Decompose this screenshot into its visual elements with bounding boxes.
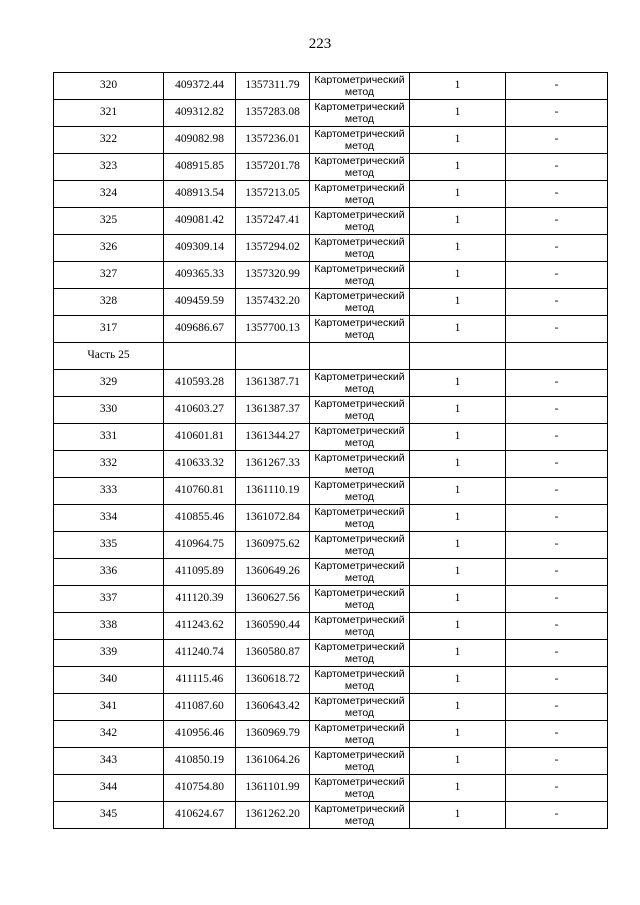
accuracy-cell: 1 [410, 559, 506, 586]
part-header-section [54, 343, 608, 370]
y-coordinate-cell: 1361267.33 [236, 451, 310, 478]
accuracy-cell: 1 [410, 262, 506, 289]
description-cell: - [506, 532, 608, 559]
method-line-2: метод [344, 545, 375, 557]
x-coordinate-cell: 409686.67 [164, 316, 236, 343]
x-coordinate-cell: 410601.81 [164, 424, 236, 451]
y-coordinate-cell: 1357700.13 [236, 316, 310, 343]
point-number-cell: 344 [54, 775, 164, 802]
method-line-1: Картометрический [314, 452, 405, 464]
method-line-2: метод [344, 491, 375, 503]
table-row [54, 748, 608, 775]
method-line-1: Картометрический [314, 641, 405, 653]
x-coordinate-cell: 409459.59 [164, 289, 236, 316]
table-row [54, 694, 608, 721]
method-cell [310, 667, 410, 694]
method-line-1: Картометрический [314, 479, 405, 491]
point-number-cell: 333 [54, 478, 164, 505]
point-number-cell: 335 [54, 532, 164, 559]
point-number-cell: 341 [54, 694, 164, 721]
method-line-2: метод [344, 86, 375, 98]
description-cell: - [506, 316, 608, 343]
table-row [54, 586, 608, 613]
method-cell [310, 154, 410, 181]
point-number-cell: 321 [54, 100, 164, 127]
point-number-cell: 336 [54, 559, 164, 586]
table-row [54, 478, 608, 505]
accuracy-cell: 1 [410, 694, 506, 721]
method-line-1: Картометрический [314, 398, 405, 410]
method-line-1: Картометрический [314, 614, 405, 626]
method-line-2: метод [344, 275, 375, 287]
table-row [54, 262, 608, 289]
table-row [54, 505, 608, 532]
description-cell: - [506, 208, 608, 235]
method-line-1: Картометрический [314, 209, 405, 221]
method-cell [310, 397, 410, 424]
point-number-cell: 345 [54, 802, 164, 829]
table-row [54, 181, 608, 208]
table-row [54, 559, 608, 586]
point-number-cell: 342 [54, 721, 164, 748]
method-line-1: Картометрический [314, 236, 405, 248]
description-cell: - [506, 613, 608, 640]
y-coordinate-cell: 1361064.26 [236, 748, 310, 775]
point-number-cell: 320 [54, 73, 164, 100]
method-line-2: метод [344, 221, 375, 233]
description-cell: - [506, 73, 608, 100]
description-cell: - [506, 289, 608, 316]
method-line-1: Картометрический [314, 128, 405, 140]
point-number-cell: 337 [54, 586, 164, 613]
method-line-2: метод [344, 464, 375, 476]
method-cell [310, 694, 410, 721]
point-number-cell: 327 [54, 262, 164, 289]
table-row [54, 370, 608, 397]
description-cell: - [506, 100, 608, 127]
point-number-cell: 326 [54, 235, 164, 262]
x-coordinate-cell: 411120.39 [164, 586, 236, 613]
y-coordinate-cell: 1361101.99 [236, 775, 310, 802]
description-cell: - [506, 640, 608, 667]
table-row [54, 721, 608, 748]
accuracy-cell: 1 [410, 613, 506, 640]
method-line-1: Картометрический [314, 290, 405, 302]
table-row [54, 154, 608, 181]
table-row [54, 802, 608, 829]
x-coordinate-cell: 408915.85 [164, 154, 236, 181]
table-body-part-b [54, 370, 608, 829]
x-coordinate-cell: 409365.33 [164, 262, 236, 289]
method-line-2: метод [344, 734, 375, 746]
method-line-2: метод [344, 761, 375, 773]
accuracy-cell: 1 [410, 208, 506, 235]
accuracy-cell: 1 [410, 181, 506, 208]
method-line-2: метод [344, 815, 375, 827]
method-line-2: метод [344, 302, 375, 314]
x-coordinate-cell: 411087.60 [164, 694, 236, 721]
method-cell [310, 289, 410, 316]
x-coordinate-cell: 410603.27 [164, 397, 236, 424]
empty-cell [410, 343, 506, 370]
table-row [54, 289, 608, 316]
method-cell [310, 100, 410, 127]
method-line-1: Картометрический [314, 506, 405, 518]
method-line-1: Картометрический [314, 155, 405, 167]
point-number-cell: 331 [54, 424, 164, 451]
method-cell [310, 613, 410, 640]
description-cell: - [506, 667, 608, 694]
table-row [54, 100, 608, 127]
description-cell: - [506, 505, 608, 532]
point-number-cell: 328 [54, 289, 164, 316]
table-row [54, 235, 608, 262]
point-number-cell: 338 [54, 613, 164, 640]
y-coordinate-cell: 1357311.79 [236, 73, 310, 100]
method-line-2: метод [344, 410, 375, 422]
method-cell [310, 316, 410, 343]
method-cell [310, 721, 410, 748]
method-line-1: Картометрический [314, 317, 405, 329]
description-cell: - [506, 478, 608, 505]
point-number-cell: 332 [54, 451, 164, 478]
x-coordinate-cell: 411243.62 [164, 613, 236, 640]
y-coordinate-cell: 1360627.56 [236, 586, 310, 613]
method-line-2: метод [344, 113, 375, 125]
y-coordinate-cell: 1361387.37 [236, 397, 310, 424]
point-number-cell: 334 [54, 505, 164, 532]
table-row [54, 640, 608, 667]
x-coordinate-cell: 409309.14 [164, 235, 236, 262]
accuracy-cell: 1 [410, 505, 506, 532]
accuracy-cell: 1 [410, 478, 506, 505]
method-cell [310, 640, 410, 667]
method-line-1: Картометрический [314, 749, 405, 761]
method-line-1: Картометрический [314, 695, 405, 707]
method-line-2: метод [344, 248, 375, 260]
method-line-1: Картометрический [314, 425, 405, 437]
y-coordinate-cell: 1361110.19 [236, 478, 310, 505]
accuracy-cell: 1 [410, 316, 506, 343]
accuracy-cell: 1 [410, 721, 506, 748]
method-cell [310, 748, 410, 775]
accuracy-cell: 1 [410, 127, 506, 154]
table-row [54, 127, 608, 154]
x-coordinate-cell: 409312.82 [164, 100, 236, 127]
accuracy-cell: 1 [410, 289, 506, 316]
method-cell [310, 532, 410, 559]
point-number-cell: 323 [54, 154, 164, 181]
description-cell: - [506, 127, 608, 154]
x-coordinate-cell: 410760.81 [164, 478, 236, 505]
method-line-2: метод [344, 599, 375, 611]
y-coordinate-cell: 1357320.99 [236, 262, 310, 289]
accuracy-cell: 1 [410, 397, 506, 424]
accuracy-cell: 1 [410, 424, 506, 451]
table-row [54, 424, 608, 451]
description-cell: - [506, 370, 608, 397]
method-cell [310, 586, 410, 613]
method-line-2: метод [344, 680, 375, 692]
x-coordinate-cell: 409081.42 [164, 208, 236, 235]
method-line-1: Картометрический [314, 371, 405, 383]
y-coordinate-cell: 1357432.20 [236, 289, 310, 316]
page-number: 223 [308, 36, 332, 52]
y-coordinate-cell: 1360975.62 [236, 532, 310, 559]
y-coordinate-cell: 1360580.87 [236, 640, 310, 667]
method-line-2: метод [344, 626, 375, 638]
table-row [54, 613, 608, 640]
x-coordinate-cell: 410964.75 [164, 532, 236, 559]
table-row [54, 208, 608, 235]
point-number-cell: 324 [54, 181, 164, 208]
accuracy-cell: 1 [410, 640, 506, 667]
y-coordinate-cell: 1360643.42 [236, 694, 310, 721]
table-body-part-a [54, 73, 608, 343]
accuracy-cell: 1 [410, 451, 506, 478]
accuracy-cell: 1 [410, 586, 506, 613]
point-number-cell: 343 [54, 748, 164, 775]
method-line-2: метод [344, 788, 375, 800]
y-coordinate-cell: 1360618.72 [236, 667, 310, 694]
table-row [54, 532, 608, 559]
method-line-2: метод [344, 572, 375, 584]
method-line-2: метод [344, 194, 375, 206]
method-cell [310, 559, 410, 586]
x-coordinate-cell: 411095.89 [164, 559, 236, 586]
description-cell: - [506, 694, 608, 721]
y-coordinate-cell: 1357247.41 [236, 208, 310, 235]
method-cell [310, 424, 410, 451]
method-cell [310, 127, 410, 154]
method-line-1: Картометрический [314, 803, 405, 815]
accuracy-cell: 1 [410, 667, 506, 694]
description-cell: - [506, 586, 608, 613]
method-line-2: метод [344, 653, 375, 665]
table-row [54, 73, 608, 100]
method-cell [310, 505, 410, 532]
y-coordinate-cell: 1361344.27 [236, 424, 310, 451]
y-coordinate-cell: 1357283.08 [236, 100, 310, 127]
y-coordinate-cell: 1361387.71 [236, 370, 310, 397]
description-cell: - [506, 397, 608, 424]
table-row [54, 316, 608, 343]
method-cell [310, 235, 410, 262]
description-cell: - [506, 721, 608, 748]
description-cell: - [506, 559, 608, 586]
x-coordinate-cell: 410855.46 [164, 505, 236, 532]
method-line-1: Картометрический [314, 182, 405, 194]
description-cell: - [506, 262, 608, 289]
y-coordinate-cell: 1360969.79 [236, 721, 310, 748]
method-line-1: Картометрический [314, 263, 405, 275]
method-cell [310, 181, 410, 208]
x-coordinate-cell: 410956.46 [164, 721, 236, 748]
method-line-2: метод [344, 518, 375, 530]
x-coordinate-cell: 408913.54 [164, 181, 236, 208]
method-line-2: метод [344, 167, 375, 179]
method-cell [310, 802, 410, 829]
point-number-cell: 339 [54, 640, 164, 667]
accuracy-cell: 1 [410, 235, 506, 262]
description-cell: - [506, 154, 608, 181]
description-cell: - [506, 181, 608, 208]
description-cell: - [506, 802, 608, 829]
empty-cell [164, 343, 236, 370]
accuracy-cell: 1 [410, 775, 506, 802]
x-coordinate-cell: 411240.74 [164, 640, 236, 667]
table-row [54, 667, 608, 694]
description-cell: - [506, 451, 608, 478]
table-row [54, 397, 608, 424]
empty-cell [236, 343, 310, 370]
accuracy-cell: 1 [410, 73, 506, 100]
y-coordinate-cell: 1357294.02 [236, 235, 310, 262]
table-row [54, 451, 608, 478]
point-number-cell: 340 [54, 667, 164, 694]
method-cell [310, 370, 410, 397]
method-cell [310, 73, 410, 100]
accuracy-cell: 1 [410, 532, 506, 559]
y-coordinate-cell: 1361072.84 [236, 505, 310, 532]
x-coordinate-cell: 410633.32 [164, 451, 236, 478]
method-cell [310, 208, 410, 235]
coordinates-table [53, 72, 608, 829]
x-coordinate-cell: 411115.46 [164, 667, 236, 694]
part-label: Часть 25 [54, 343, 164, 370]
accuracy-cell: 1 [410, 370, 506, 397]
accuracy-cell: 1 [410, 154, 506, 181]
x-coordinate-cell: 410754.80 [164, 775, 236, 802]
method-line-1: Картометрический [314, 722, 405, 734]
accuracy-cell: 1 [410, 100, 506, 127]
method-line-2: метод [344, 437, 375, 449]
accuracy-cell: 1 [410, 802, 506, 829]
y-coordinate-cell: 1360590.44 [236, 613, 310, 640]
description-cell: - [506, 424, 608, 451]
description-cell: - [506, 775, 608, 802]
method-line-1: Картометрический [314, 74, 405, 86]
point-number-cell: 329 [54, 370, 164, 397]
method-line-1: Картометрический [314, 560, 405, 572]
description-cell: - [506, 235, 608, 262]
method-line-2: метод [344, 707, 375, 719]
method-cell [310, 262, 410, 289]
x-coordinate-cell: 410593.28 [164, 370, 236, 397]
method-line-1: Картометрический [314, 776, 405, 788]
y-coordinate-cell: 1360649.26 [236, 559, 310, 586]
point-number-cell: 317 [54, 316, 164, 343]
y-coordinate-cell: 1357236.01 [236, 127, 310, 154]
y-coordinate-cell: 1357213.05 [236, 181, 310, 208]
y-coordinate-cell: 1357201.78 [236, 154, 310, 181]
empty-cell [310, 343, 410, 370]
method-line-1: Картометрический [314, 668, 405, 680]
x-coordinate-cell: 409082.98 [164, 127, 236, 154]
x-coordinate-cell: 409372.44 [164, 73, 236, 100]
accuracy-cell: 1 [410, 748, 506, 775]
empty-cell [506, 343, 608, 370]
x-coordinate-cell: 410624.67 [164, 802, 236, 829]
part-header-row [54, 343, 608, 370]
method-line-1: Картометрический [314, 533, 405, 545]
point-number-cell: 322 [54, 127, 164, 154]
method-line-2: метод [344, 383, 375, 395]
method-cell [310, 775, 410, 802]
x-coordinate-cell: 410850.19 [164, 748, 236, 775]
method-line-2: метод [344, 329, 375, 341]
method-line-2: метод [344, 140, 375, 152]
method-cell [310, 478, 410, 505]
method-line-1: Картометрический [314, 587, 405, 599]
description-cell: - [506, 748, 608, 775]
method-line-1: Картометрический [314, 101, 405, 113]
method-cell [310, 451, 410, 478]
y-coordinate-cell: 1361262.20 [236, 802, 310, 829]
point-number-cell: 330 [54, 397, 164, 424]
point-number-cell: 325 [54, 208, 164, 235]
table-row [54, 775, 608, 802]
